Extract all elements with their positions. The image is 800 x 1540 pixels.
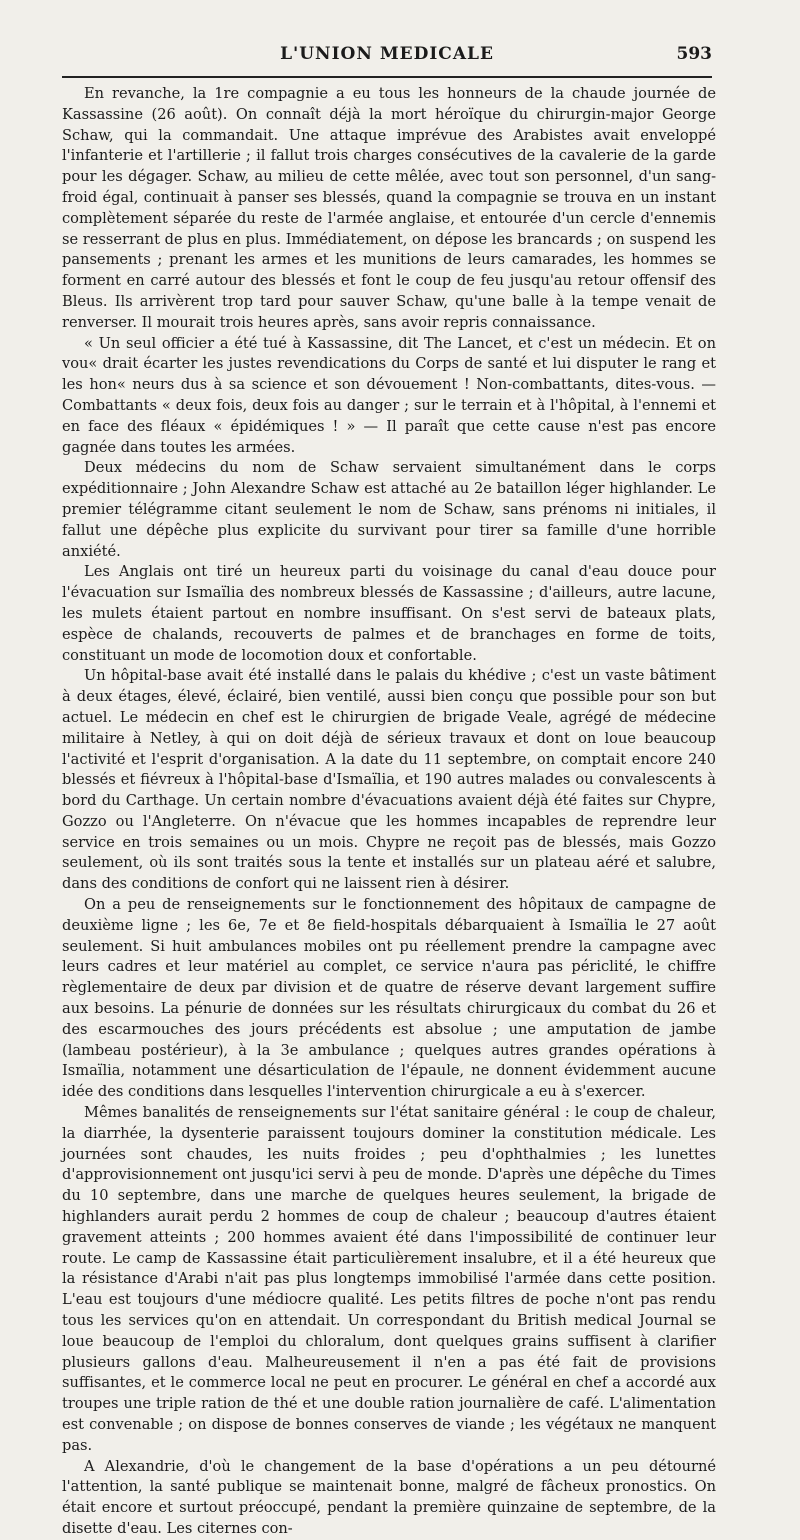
paragraph: Un hôpital-base avait été installé dans le palais du khédive ; c'est un vaste bâtiment à deux étages, élevé, éclairé, bien ventilé, aussi bien conçu que possible pour son but actuel. Le médecin en chef est le chirurgien de brigade Veale, agrégé de médecine militaire à Netley, à qui on doit déjà de sérieux travaux et dont on loue beaucoup l'activité et l'esprit d'organisation. A la date du 11 septembre, on comptait encore 240 blessés et fiévreux à l'hôpital-base d'Ismaïlia, et 190 autres malades ou convalescents à bord du Carthage. Un certain nombre d'évacuations avaient déjà été faites sur Chypre, Gozzo ou l'Angleterre. On n'évacue que les hommes incapables de reprendre leur service en trois semaines ou un mois. Chypre ne reçoit pas de blessés, mais Gozzo seulement, où ils sont traités sous la tente et installés sur un plateau aéré et salubre, dans des conditions de confort qui ne laissent rien à désirer. — [62, 667, 716, 893]
paragraph-quote: « Un seul officier a été tué à Kassassine, dit The Lancet, et c'est un médecin. Et on vou« drait écarter les justes revendications du Corps de santé et lui disputer le rang et les hon« neurs dus à sa science et son dévouement ! Non-combattants, dites-vous. — Combattants « deux fois, deux fois au danger ; sur le terrain et à l'hôpital, à l'ennemi et en face des fléaux « épidémiques ! » — Il paraît que cette cause n'est pas encore gagnée dans toutes les armées. — [62, 334, 716, 456]
header-rule — [62, 76, 712, 78]
running-title: L'UNION MEDICALE — [280, 44, 494, 64]
page-header — [62, 44, 712, 74]
paragraph: Deux médecins du nom de Schaw servaient simultanément dans le corps expéditionnaire ; John Alexandre Schaw est attaché au 2e bataillon léger highlander. Le premier télégramme citant seulement le nom de Schaw, sans prénoms ni initiales, il fallut une dépêche plus explicite du survivant pour tirer sa famille d'une horrible anxiété. — [62, 459, 716, 560]
paragraph: Les Anglais ont tiré un heureux parti du voisinage du canal d'eau douce pour l'évacuation sur Ismaïlia des nombreux blessés de Kassassine ; d'ailleurs, autre lacune, les mulets étaient partout en nombre insuffisant. On s'est servi de bateaux plats, espèce de chalands, recouverts de palmes et de branchages en forme de toits, constituant un mode de locomotion doux et confortable. — [62, 563, 716, 664]
paragraph: Mêmes banalités de renseignements sur l'état sanitaire général : le coup de chaleur, la diarrhée, la dysenterie paraissent toujours dominer la constitution médicale. Les journées sont chaudes, les nuits froides ; peu d'ophthalmies ; les lunettes d'approvisionnement ont jusqu'ici servi à peu de monde. D'après une dépêche du Times du 10 septembre, dans une marche de quelques heures seulement, la brigade de highlanders aurait perdu 2 hommes de coup de chaleur ; beaucoup d'autres étaient gravement atteints ; 200 hommes avaient été dans l'impossibilité de continuer leur route. Le camp de Kassassine était particulièrement insalubre, et il a été heureux que la résistance d'Arabi n'ait pas plus longtemps immobilisé l'armée dans cette position. L'eau est toujours d'une médiocre qualité. Les petits filtres de poche n'ont pas rendu tous les services qu'on en attendait. Un correspondant du British medical Journal se loue beaucoup de l'emploi du chloralum, dont quelques grains suffisent à clarifier plusieurs gallons d'eau. Malheureusement il n'en a pas été fait de provisions suffisantes, et le commerce local ne peut en procurer. Le général en chef a accordé aux troupes une triple ration de thé et une double ration journalière de café. L'alimentation est convenable ; on dispose de bonnes conserves de viande ; les végétaux ne manquent pas. — [62, 1104, 716, 1454]
body-text — [62, 84, 716, 1540]
paragraph: A Alexandrie, d'où le changement de la base d'opérations a un peu détourné l'attention, la santé publique se maintenait bonne, malgré de fâcheux pronostics. On était encore et surtout préoccupé, pendant la première quinzaine de septembre, de la disette d'eau. Les citernes con- — [62, 1457, 716, 1537]
page-number: 593 — [676, 44, 712, 64]
paragraph: On a peu de renseignements sur le fonctionnement des hôpitaux de campagne de deuxième ligne ; les 6e, 7e et 8e field-hospitals débarquaient à Ismaïlia le 27 août seulement. Si huit ambulances mobiles ont pu réellement prendre la campagne avec leurs cadres et leur matériel au complet, ce service n'aura pas périclité, le chiffre règlementaire de deux par division et de quatre de réserve devant largement suffire aux besoins. La pénurie de données sur les résultats chirurgicaux du combat du 26 et des escarmouches des jours précédents est absolue ; une amputation de jambe (lambeau postérieur), à la 3e ambulance ; quelques autres grandes opérations à Ismaïlia, notamment une désarticulation de l'épaule, ne donnent évidemment aucune idée des conditions dans lesquelles l'intervention chirurgicale a eu à s'exercer. — [62, 896, 716, 1101]
paragraph: En revanche, la 1re compagnie a eu tous les honneurs de la chaude journée de Kassassine (26 août). On connaît déjà la mort héroïque du chirurgin-major George Schaw, qui la commandait. Une attaque imprévue des Arabistes avait enveloppé l'infanterie et l'artillerie ; il fallut trois charges consécutives de la cavalerie de la garde pour les dégager. Schaw, au milieu de cette mêlée, avec tout son personnel, d'un sang-froid égal, continuait à panser ses blessés, quand la compagnie se trouva en un instant complètement séparée du reste de l'armée anglaise, et entourée d'un cercle d'ennemis se resserrant de plus en plus. Immédiatement, on dépose les brancards ; on suspend les pansements ; prenant les armes et les munitions de leurs camarades, les hommes se forment en carré autour des blessés et font le coup de feu jusqu'au retour offensif des Bleus. Ils arrivèrent trop tard pour sauver Schaw, qu'une balle à la tempe venait de renverser. Il mourait trois heures après, sans avoir repris connaissance. — [62, 85, 716, 331]
